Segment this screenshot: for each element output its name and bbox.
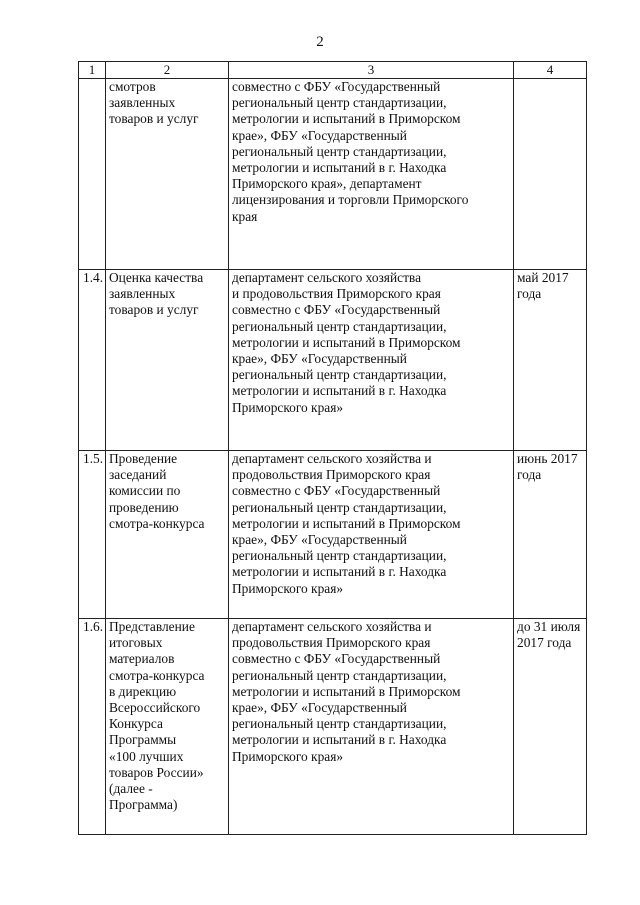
responsible-cell: совместно с ФБУ «Государственный региональный центр стандартизации, метрологии и испытаний в Приморском крае», ФБУ «Государственный региональный центр стандартизации, метрологии и испытаний в г. Находка Приморского края», департамент лицензирования и торговли Приморского края [229,79,514,270]
deadline-cell: июнь 2017 года [514,451,587,619]
table-row [79,270,587,451]
responsible-cell: департамент сельского хозяйства и продовольствия Приморского края совместно с ФБУ «Государственный региональный центр стандартизации, метрологии и испытаний в Приморском крае», ФБУ «Государственный региональный центр стандартизации, метрологии и испытаний в г. Находка Приморского края» [229,270,514,451]
column-header-2: 2 [106,62,229,79]
deadline-cell: май 2017 года [514,270,587,451]
column-header-4: 4 [514,62,587,79]
row-number [79,79,106,270]
row-number: 1.6. [79,619,106,835]
table-header-row [79,62,587,79]
table-row [79,619,587,835]
responsible-cell: департамент сельского хозяйства и продовольствия Приморского края совместно с ФБУ «Государственный региональный центр стандартизации, метрологии и испытаний в Приморском крае», ФБУ «Государственный региональный центр стандартизации, метрологии и испытаний в г. Находка Приморского края» [229,451,514,619]
deadline-cell [514,79,587,270]
page-number: 2 [316,34,324,50]
activity-cell: Оценка качества заявленных товаров и услуг [106,270,229,451]
activity-cell: смотров заявленных товаров и услуг [106,79,229,270]
row-number: 1.5. [79,451,106,619]
responsible-cell: департамент сельского хозяйства и продовольствия Приморского края совместно с ФБУ «Государственный региональный центр стандартизации, метрологии и испытаний в Приморском крае», ФБУ «Государственный региональный центр стандартизации, метрологии и испытаний в г. Находка Приморского края» [229,619,514,835]
row-number: 1.4. [79,270,106,451]
plan-table [78,61,587,835]
activity-cell: Проведение заседаний комиссии по проведению смотра-конкурса [106,451,229,619]
column-header-3: 3 [229,62,514,79]
activity-cell: Представление итоговых материалов смотра-конкурса в дирекцию Всероссийского Конкурса Программы «100 лучших товаров России» (далее - Программа) [106,619,229,835]
column-header-1: 1 [79,62,106,79]
table-row [79,79,587,270]
deadline-cell: до 31 июля 2017 года [514,619,587,835]
table-row [79,451,587,619]
